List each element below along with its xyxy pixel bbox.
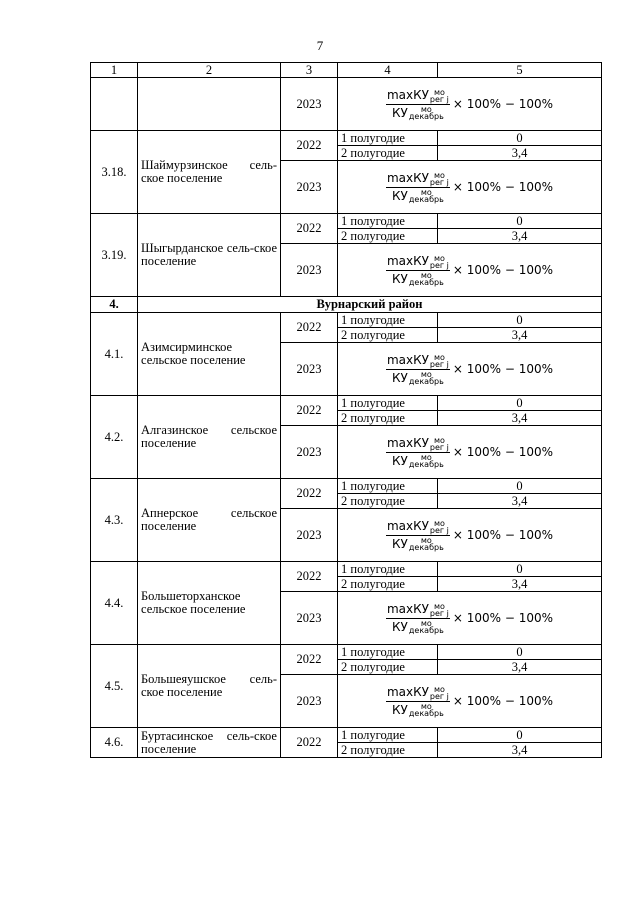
formula-cell [338, 244, 602, 297]
half-year-cell: 1 полугодие [338, 562, 438, 577]
column-number: 3 [281, 63, 338, 78]
formula-tail: × 100% − 100% [452, 444, 554, 459]
row-number-cell: 3.18. [91, 131, 138, 214]
table-row [91, 214, 602, 229]
index-formula [386, 171, 553, 203]
formula-cell [338, 675, 602, 728]
half-year-cell: 2 полугодие [338, 660, 438, 675]
settlement-name-cell: Шаймурзинское сель-ское поселение [138, 131, 281, 214]
formula-sub: рег j [429, 608, 449, 618]
formula-cell [338, 592, 602, 645]
formula-sub: декабрь [408, 626, 444, 635]
formula-sup: мо [420, 702, 432, 711]
formula-denominator: КУ [392, 188, 408, 203]
settlement-name-cell: Алгазинское сельское поселение [138, 396, 281, 479]
page-number: 7 [316, 38, 324, 53]
index-formula [386, 88, 553, 120]
formula-numerator: maxКУ [386, 602, 429, 616]
settlement-name-cell: Большеторханское сельское поселение [138, 562, 281, 645]
table-row [91, 313, 602, 328]
year-cell: 2023 [281, 509, 338, 562]
value-cell: 3,4 [438, 494, 602, 509]
formula-cell [338, 343, 602, 396]
formula-tail: × 100% − 100% [452, 610, 554, 625]
value-cell: 0 [438, 645, 602, 660]
value-cell: 3,4 [438, 146, 602, 161]
value-cell: 0 [438, 131, 602, 146]
year-cell: 2023 [281, 78, 338, 131]
formula-sub: декабрь [408, 112, 444, 121]
formula-tail: × 100% − 100% [452, 527, 554, 542]
formula-sup: мо [433, 170, 445, 180]
index-formula [386, 685, 553, 717]
formula-denominator: КУ [392, 271, 408, 286]
half-year-cell: 2 полугодие [338, 229, 438, 244]
value-cell: 0 [438, 479, 602, 494]
half-year-cell: 2 полугодие [338, 411, 438, 426]
formula-sub: декабрь [408, 460, 444, 469]
table-row [91, 728, 602, 743]
formula-sub: рег j [429, 260, 449, 270]
index-formula [386, 254, 553, 286]
half-year-cell: 2 полугодие [338, 577, 438, 592]
year-cell: 2022 [281, 645, 338, 675]
formula-tail: × 100% − 100% [452, 693, 554, 708]
formula-numerator: maxКУ [386, 171, 429, 185]
half-year-cell: 1 полугодие [338, 396, 438, 411]
row-number-cell: 4.1. [91, 313, 138, 396]
formula-tail: × 100% − 100% [452, 96, 554, 111]
index-formula [386, 436, 553, 468]
year-cell: 2022 [281, 562, 338, 592]
formula-numerator: maxКУ [386, 254, 429, 268]
value-cell: 3,4 [438, 743, 602, 758]
formula-sub: рег j [429, 177, 449, 187]
formula-denominator: КУ [392, 105, 408, 120]
table-row [91, 131, 602, 146]
half-year-cell: 1 полугодие [338, 645, 438, 660]
formula-sup: мо [420, 105, 432, 114]
formula-sup: мо [420, 453, 432, 462]
half-year-cell: 2 полугодие [338, 146, 438, 161]
formula-sub: рег j [429, 442, 449, 452]
settlement-name-cell: Большеяушское сель-ское поселение [138, 645, 281, 728]
formula-sub: рег j [429, 359, 449, 369]
half-year-cell: 1 полугодие [338, 479, 438, 494]
formula-tail: × 100% − 100% [452, 262, 554, 277]
value-cell: 0 [438, 396, 602, 411]
formula-sup: мо [420, 619, 432, 628]
tariff-table [90, 62, 602, 758]
year-cell: 2022 [281, 479, 338, 509]
formula-numerator: maxКУ [386, 436, 429, 450]
year-cell: 2022 [281, 396, 338, 426]
year-cell: 2023 [281, 244, 338, 297]
formula-sup: мо [420, 188, 432, 197]
half-year-cell: 2 полугодие [338, 328, 438, 343]
year-cell: 2022 [281, 313, 338, 343]
formula-numerator: maxКУ [386, 353, 429, 367]
settlement-name-cell [138, 78, 281, 131]
section-number: 4. [91, 297, 138, 313]
formula-sup: мо [433, 253, 445, 263]
row-number-cell: 4.4. [91, 562, 138, 645]
formula-cell [338, 161, 602, 214]
settlement-name-cell: Буртасинское сель-ское поселение [138, 728, 281, 758]
year-cell: 2022 [281, 131, 338, 161]
formula-sup: мо [420, 271, 432, 280]
year-cell: 2023 [281, 675, 338, 728]
value-cell: 3,4 [438, 660, 602, 675]
row-number-cell: 4.5. [91, 645, 138, 728]
table-row [91, 645, 602, 660]
year-cell: 2023 [281, 343, 338, 396]
formula-sup: мо [433, 435, 445, 445]
formula-numerator: maxКУ [386, 88, 429, 102]
column-number: 1 [91, 63, 138, 78]
value-cell: 0 [438, 562, 602, 577]
value-cell: 0 [438, 313, 602, 328]
formula-sup: мо [420, 370, 432, 379]
value-cell: 3,4 [438, 411, 602, 426]
formula-numerator: maxКУ [386, 685, 429, 699]
formula-sup: мо [433, 601, 445, 611]
value-cell: 3,4 [438, 577, 602, 592]
half-year-cell: 1 полугодие [338, 313, 438, 328]
half-year-cell: 2 полугодие [338, 743, 438, 758]
year-cell: 2023 [281, 592, 338, 645]
table-row [91, 562, 602, 577]
formula-sub: рег j [429, 94, 449, 104]
index-formula [386, 519, 553, 551]
value-cell: 0 [438, 214, 602, 229]
settlement-name-cell: Шыгырданское сель-ское поселение [138, 214, 281, 297]
row-number-cell [91, 78, 138, 131]
section-title: Вурнарский район [138, 297, 602, 313]
table-row [91, 78, 602, 131]
formula-denominator: КУ [392, 453, 408, 468]
formula-cell [338, 509, 602, 562]
formula-denominator: КУ [392, 370, 408, 385]
formula-numerator: maxКУ [386, 519, 429, 533]
row-number-cell: 4.2. [91, 396, 138, 479]
value-cell: 3,4 [438, 229, 602, 244]
index-formula [386, 602, 553, 634]
table-row [91, 396, 602, 411]
formula-sub: декабрь [408, 278, 444, 287]
year-cell: 2023 [281, 161, 338, 214]
formula-tail: × 100% − 100% [452, 361, 554, 376]
section-row [91, 297, 602, 313]
formula-sup: мо [420, 536, 432, 545]
formula-sup: мо [433, 87, 445, 97]
year-cell: 2023 [281, 426, 338, 479]
formula-denominator: КУ [392, 702, 408, 717]
row-number-cell: 4.6. [91, 728, 138, 758]
formula-denominator: КУ [392, 619, 408, 634]
formula-sub: декабрь [408, 195, 444, 204]
formula-tail: × 100% − 100% [452, 179, 554, 194]
year-cell: 2022 [281, 728, 338, 758]
formula-sub: декабрь [408, 377, 444, 386]
column-number: 2 [138, 63, 281, 78]
index-formula [386, 353, 553, 385]
formula-sup: мо [433, 518, 445, 528]
row-number-cell: 4.3. [91, 479, 138, 562]
settlement-name-cell: Азимсирминское сельское поселение [138, 313, 281, 396]
formula-cell [338, 78, 602, 131]
formula-sub: декабрь [408, 709, 444, 718]
formula-denominator: КУ [392, 536, 408, 551]
formula-sup: мо [433, 352, 445, 362]
formula-sub: рег j [429, 691, 449, 701]
formula-sup: мо [433, 684, 445, 694]
year-cell: 2022 [281, 214, 338, 244]
column-number-row [91, 63, 602, 78]
value-cell: 0 [438, 728, 602, 743]
formula-cell [338, 426, 602, 479]
table-row [91, 479, 602, 494]
half-year-cell: 1 полугодие [338, 214, 438, 229]
half-year-cell: 1 полугодие [338, 728, 438, 743]
formula-sub: рег j [429, 525, 449, 535]
half-year-cell: 2 полугодие [338, 494, 438, 509]
formula-sub: декабрь [408, 543, 444, 552]
value-cell: 3,4 [438, 328, 602, 343]
column-number: 5 [438, 63, 602, 78]
half-year-cell: 1 полугодие [338, 131, 438, 146]
row-number-cell: 3.19. [91, 214, 138, 297]
column-number: 4 [338, 63, 438, 78]
settlement-name-cell: Апнерское сельское поселение [138, 479, 281, 562]
